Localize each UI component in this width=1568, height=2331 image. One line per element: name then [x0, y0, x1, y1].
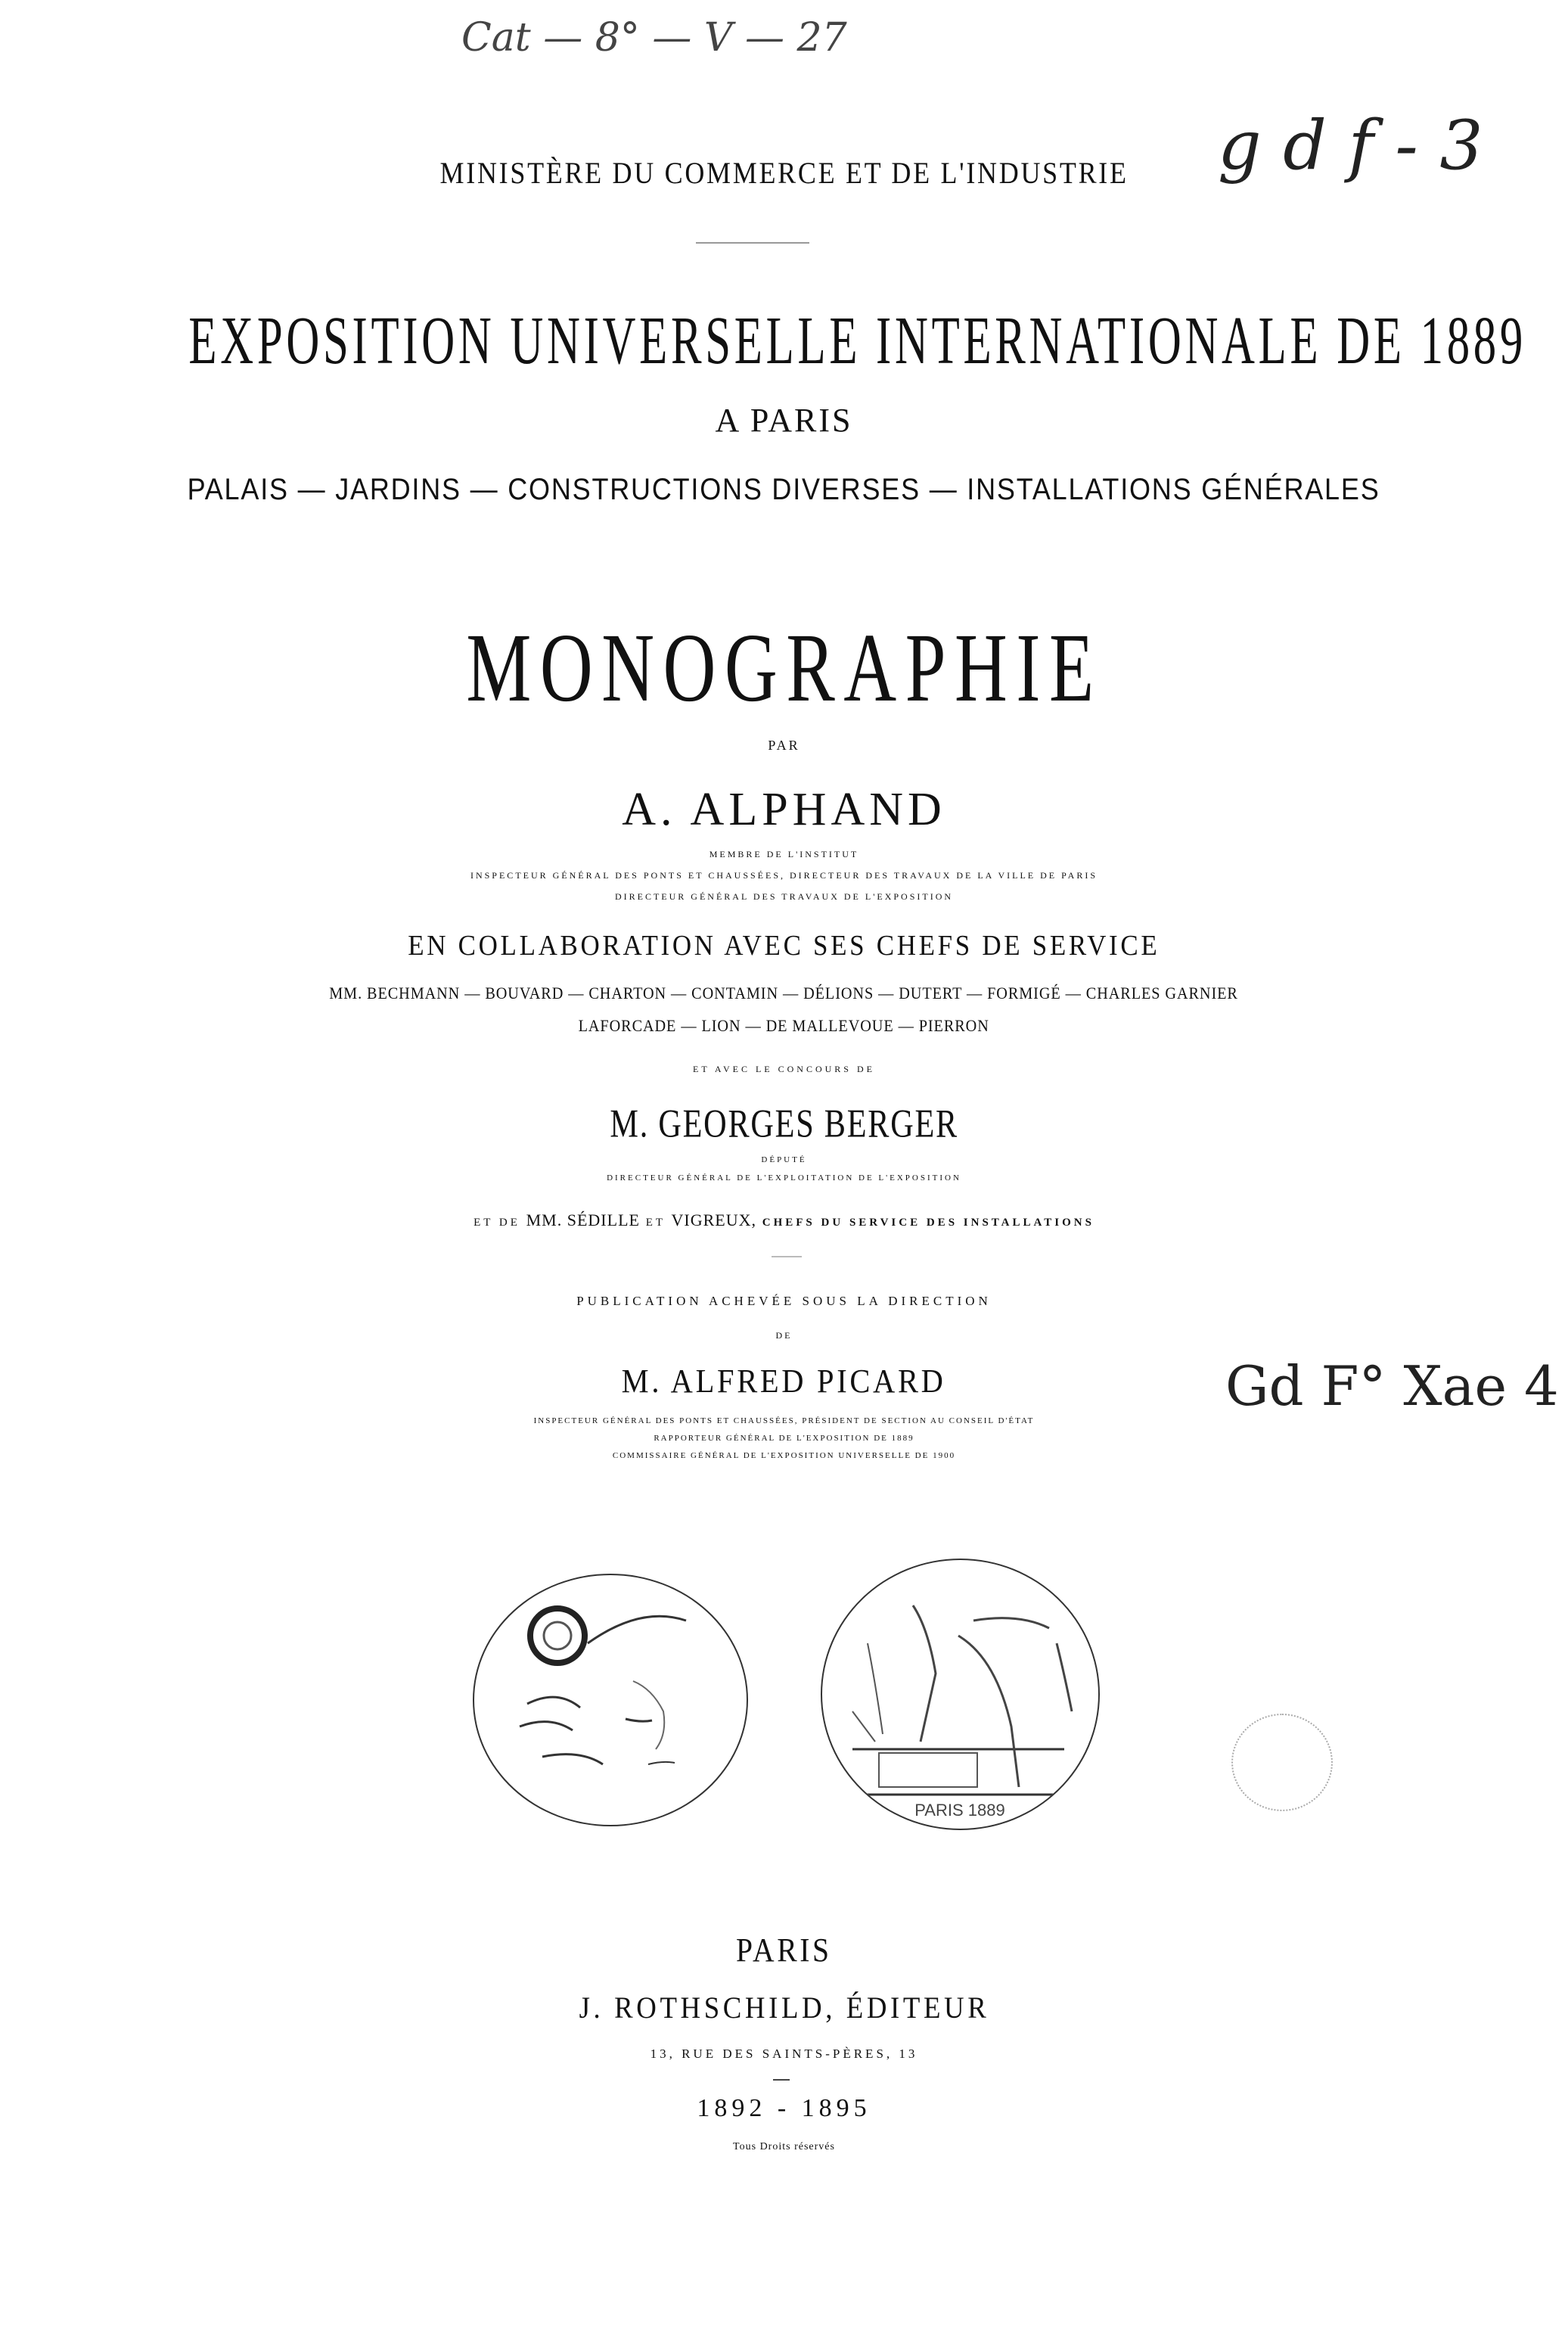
ministry-heading: MINISTÈRE DU COMMERCE ET DE L'INDUSTRIE [439, 156, 1129, 190]
publisher: J. ROTHSCHILD, ÉDITEUR [579, 1991, 989, 2025]
other-contributors: ET DE MM. SÉDILLE ET VIGREUX, CHEFS DU SERVICE DES INSTALLATIONS [474, 1211, 1094, 1229]
director-title-3: COMMISSAIRE GÉNÉRAL DE L'EXPOSITION UNIVERSELLE DE 1900 [612, 1451, 956, 1460]
contributor-title-2: DIRECTEUR GÉNÉRAL DE L'EXPLOITATION DE L'EXPOSITION [607, 1173, 961, 1183]
direction-heading: PUBLICATION ACHEVÉE SOUS LA DIRECTION [576, 1294, 992, 1308]
contributor-name: M. GEORGES BERGER [610, 1102, 958, 1146]
contributor-title-1: DÉPUTÉ [761, 1155, 807, 1164]
divider-rule [696, 242, 809, 244]
marianne-profile-icon [474, 1575, 747, 1825]
director-title-2: RAPPORTEUR GÉNÉRAL DE L'EXPOSITION DE 1889 [654, 1434, 914, 1443]
catalog-handwriting: Cat — 8° — V — 27 [461, 15, 847, 61]
subjects-line: PALAIS — JARDINS — CONSTRUCTIONS DIVERSES — INSTALLATIONS GÉNÉRALES [188, 473, 1380, 506]
exposition-title: EXPOSITION UNIVERSELLE INTERNATIONALE DE 1889 [188, 302, 1527, 378]
imprint-city: PARIS [736, 1932, 832, 1969]
divider-rule-2 [772, 1256, 802, 1257]
divider-rule-3 [773, 2079, 790, 2081]
collaborators-line-1: MM. BECHMANN — BOUVARD — CHARTON — CONTAMIN — DÉLIONS — DUTERT — FORMIGÉ — CHARLES GARNIER [329, 984, 1239, 1002]
medal-obverse-image [473, 1574, 748, 1826]
publication-years: 1892 - 1895 [697, 2094, 871, 2122]
author-title-3: DIRECTEUR GÉNÉRAL DES TRAVAUX DE L'EXPOSITION [614, 891, 954, 902]
location: A PARIS [715, 402, 853, 439]
publisher-address: 13, RUE DES SAINTS-PÈRES, 13 [650, 2047, 918, 2061]
author-title-2: INSPECTEUR GÉNÉRAL DES PONTS ET CHAUSSÉES, DIRECTEUR DES TRAVAUX DE LA VILLE DE PARIS [470, 870, 1098, 881]
shelfmark-corner-handwriting: g d f - 3 [1218, 106, 1483, 185]
collaboration-heading: EN COLLABORATION AVEC SES CHEFS DE SERVICE [408, 930, 1160, 962]
direction-de: DE [775, 1330, 793, 1341]
main-title: MONOGRAPHIE [465, 613, 1103, 723]
allegorical-scene-icon [822, 1560, 1098, 1829]
library-stamp [1231, 1714, 1333, 1811]
author-title-1: MEMBRE DE L'INSTITUT [709, 849, 859, 859]
concours-label: ET AVEC LE CONCOURS DE [693, 1064, 875, 1074]
by-label: PAR [768, 738, 800, 753]
shelfmark-handwriting: Gd F° Xae 4 [1225, 1354, 1559, 1418]
author-name: A. ALPHAND [622, 784, 946, 835]
director-title-1: INSPECTEUR GÉNÉRAL DES PONTS ET CHAUSSÉES, PRÉSIDENT DE SECTION AU CONSEIL D'ÉTAT [533, 1416, 1035, 1425]
medal-reverse-image [821, 1559, 1100, 1830]
collaborators-line-2: LAFORCADE — LION — DE MALLEVOUE — PIERRON [578, 1016, 990, 1035]
director-name: M. ALFRED PICARD [622, 1363, 946, 1400]
svg-text:PARIS 1889: PARIS 1889 [914, 1801, 1005, 1820]
rights-notice: Tous Droits réservés [733, 2141, 835, 2152]
